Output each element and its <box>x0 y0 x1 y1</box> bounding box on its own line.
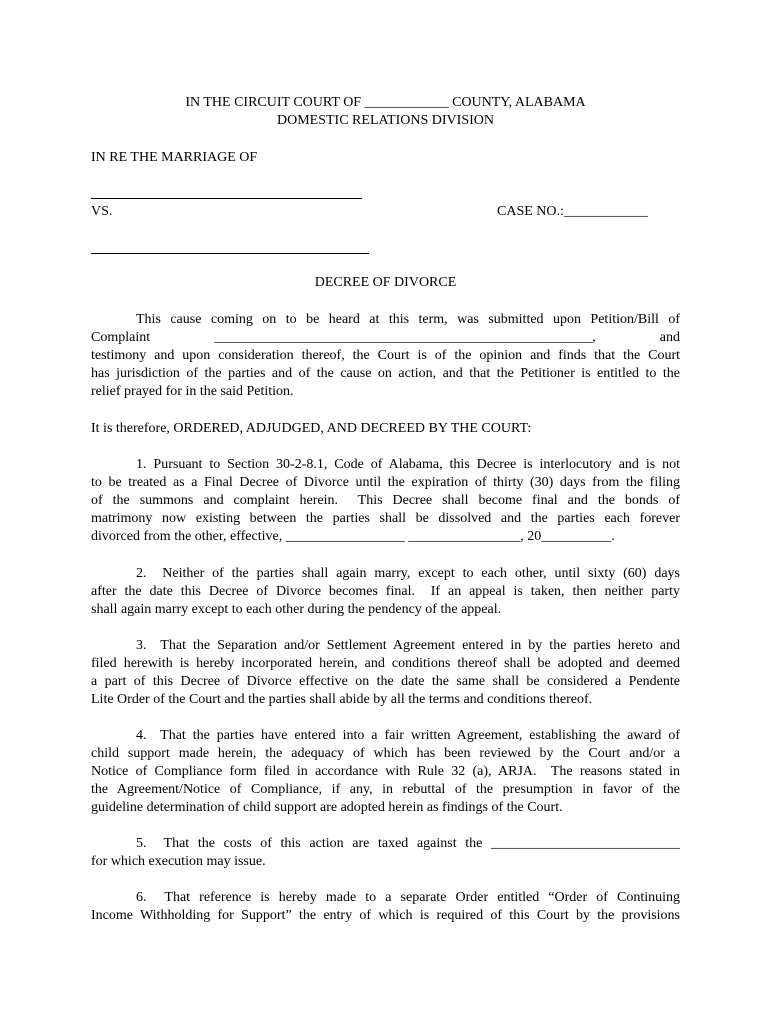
respondent-blank-line <box>91 253 369 254</box>
court-heading: IN THE CIRCUIT COURT OF ____________ COUNTY, ALABAMA <box>185 95 586 110</box>
paragraph-4-line: the Agreement/Notice of Compliance, if any, in rebuttal of the presumption in favor of the <box>91 782 680 797</box>
paragraph-1-line: 1. Pursuant to Section 30-2-8.1, Code of Alabama, this Decree is interlocutory and is not <box>136 457 680 472</box>
intro-line: This cause coming on to be heard at this term, was submitted upon Petition/Bill of <box>136 312 680 327</box>
paragraph-1-line: to be treated as a Final Decree of Divorce until the expiration of thirty (30) days from the filing <box>91 475 680 490</box>
in-re-label: IN RE THE MARRIAGE OF <box>91 150 258 165</box>
paragraph-5-line: for which execution may issue. <box>91 854 266 869</box>
paragraph-2-line: after the date this Decree of Divorce becomes final. If an appeal is taken, then neither party <box>91 584 680 599</box>
paragraph-3-line: Lite Order of the Court and the parties shall abide by all the terms and conditions thereof. <box>91 692 593 707</box>
paragraph-2-line: shall again marry except to each other during the pendency of the appeal. <box>91 602 502 617</box>
paragraph-5-line: 5. That the costs of this action are taxed against the ___________________________ <box>136 836 680 851</box>
paragraph-4-line: 4. That the parties have entered into a fair written Agreement, establishing the award of <box>136 728 680 743</box>
petitioner-blank-line <box>91 198 362 199</box>
paragraph-4-line: Notice of Compliance form filed in accordance with Rule 32 (a), ARJA. The reasons stated in <box>91 764 680 779</box>
paragraph-3-line: 3. That the Separation and/or Settlement Agreement entered in by the parties hereto and <box>136 638 680 653</box>
intro-line: relief prayed for in the said Petition. <box>91 384 294 399</box>
intro-line: has jurisdiction of the parties and of the cause on action, and that the Petitioner is entitled to the <box>91 366 680 381</box>
paragraph-1-line: divorced from the other, effective, _________________ ________________, 20__________. <box>91 529 615 544</box>
paragraph-3-line: filed herewith is hereby incorporated herein, and conditions thereof shall be adopted and deemed <box>91 656 680 671</box>
paragraph-2-line: 2. Neither of the parties shall again marry, except to each other, until sixty (60) days <box>136 566 680 581</box>
paragraph-4-line: child support made herein, the adequacy of which has been reviewed by the Court and/or a <box>91 746 680 761</box>
ordered-heading: It is therefore, ORDERED, ADJUDGED, AND DECREED BY THE COURT: <box>91 421 532 436</box>
paragraph-6-line: Income Withholding for Support” the entry of which is required of this Court by the provisions <box>91 908 680 923</box>
paragraph-3-line: a part of this Decree of Divorce effective on the date the same shall be considered a Pendente <box>91 674 680 689</box>
vs-label: VS. <box>91 204 113 219</box>
paragraph-1-line: matrimony now existing between the parties shall be dissolved and the parties each forever <box>91 511 680 526</box>
division-heading: DOMESTIC RELATIONS DIVISION <box>277 113 494 128</box>
document-title: DECREE OF DIVORCE <box>314 275 457 290</box>
paragraph-4-line: guideline determination of child support are adopted herein as findings of the Court. <box>91 800 563 815</box>
intro-line: Complaint ______________________________________________________, and <box>91 330 680 345</box>
paragraph-1-line: of the summons and complaint herein. This Decree shall become final and the bonds of <box>91 493 680 508</box>
intro-line: testimony and upon consideration thereof, the Court is of the opinion and finds that the Court <box>91 348 680 363</box>
paragraph-6-line: 6. That reference is hereby made to a separate Order entitled “Order of Continuing <box>136 890 680 905</box>
case-number-field: CASE NO.:____________ <box>497 204 648 219</box>
